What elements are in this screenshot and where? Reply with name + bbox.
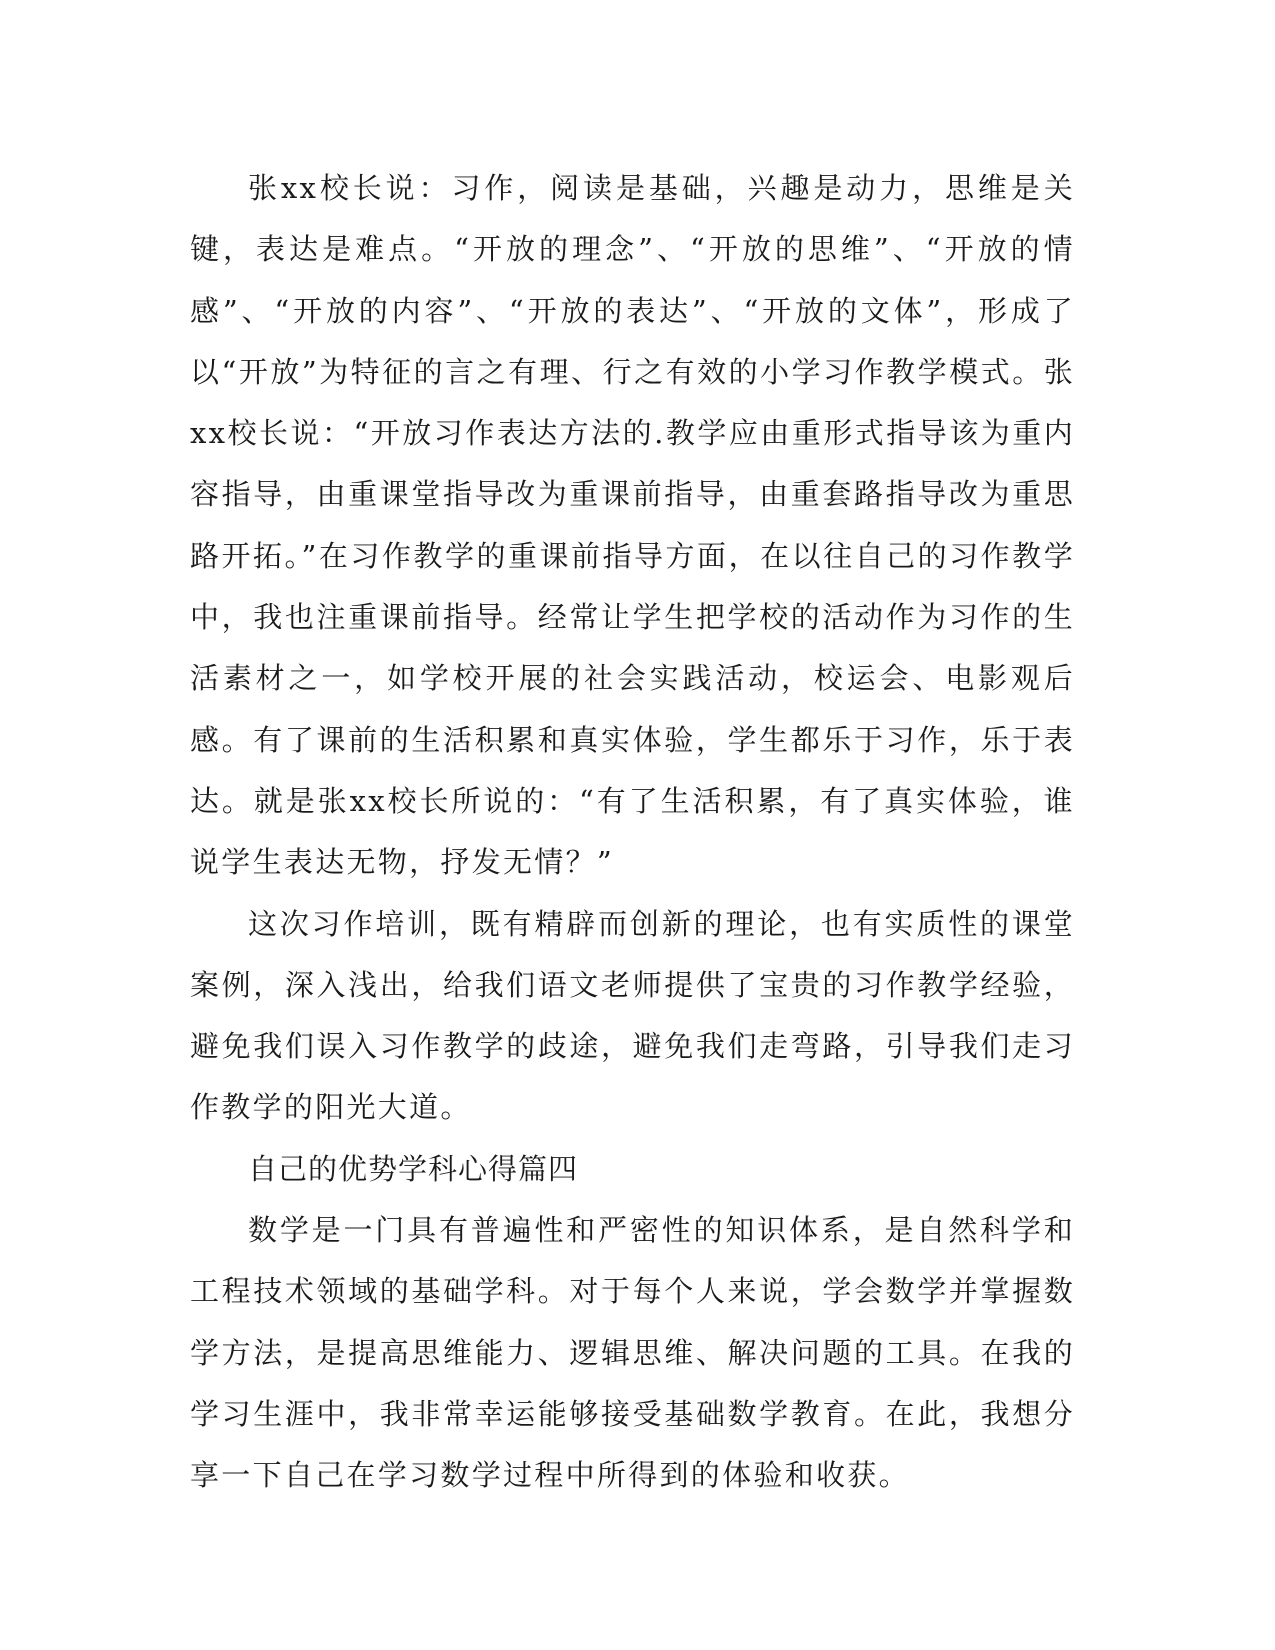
- paragraph-principal-quote: 张xx校长说：习作，阅读是基础，兴趣是动力，思维是关键，表达是难点。“开放的理念”、“开放的思维”、“开放的情感”、“开放的内容”、“开放的表达”、“开放的文体”，形成了以“开放”为特征的言之有理、行之有效的小学习作教学模式。张xx校长说：“开放习作表达方法的.教学应由重形式指导该为重内容指导，由重课堂指导改为重课前指导，由重套路指导改为重思路开拓。”在习作教学的重课前指导方面，在以往自己的习作教学中，我也注重课前指导。经常让学生把学校的活动作为习作的生活素材之一，如学校开展的社会实践活动，校运会、电影观后感。有了课前的生活积累和真实体验，学生都乐于习作，乐于表达。就是张xx校长所说的：“有了生活积累，有了真实体验，谁说学生表达无物，抒发无情？”: [190, 171, 1075, 880]
- paragraph-math-intro: 数学是一门具有普遍性和严密性的知识体系，是自然科学和工程技术领域的基础学科。对于每个人来说，学会数学并掌握数学方法，是提高思维能力、逻辑思维、解决问题的工具。在我的学习生涯中，我非常幸运能够接受基础数学教育。在此，我想分享一下自己在学习数学过程中所得到的体验和收获。: [190, 1213, 1075, 1493]
- paragraph-training-summary: 这次习作培训，既有精辟而创新的理论，也有实质性的课堂案例，深入浅出，给我们语文老师提供了宝贵的习作教学经验，避免我们误入习作教学的歧途，避免我们走弯路，引导我们走习作教学的阳光大道。: [190, 906, 1075, 1125]
- section-heading: 自己的优势学科心得篇四: [248, 1151, 579, 1186]
- document-body: [190, 158, 1075, 1507]
